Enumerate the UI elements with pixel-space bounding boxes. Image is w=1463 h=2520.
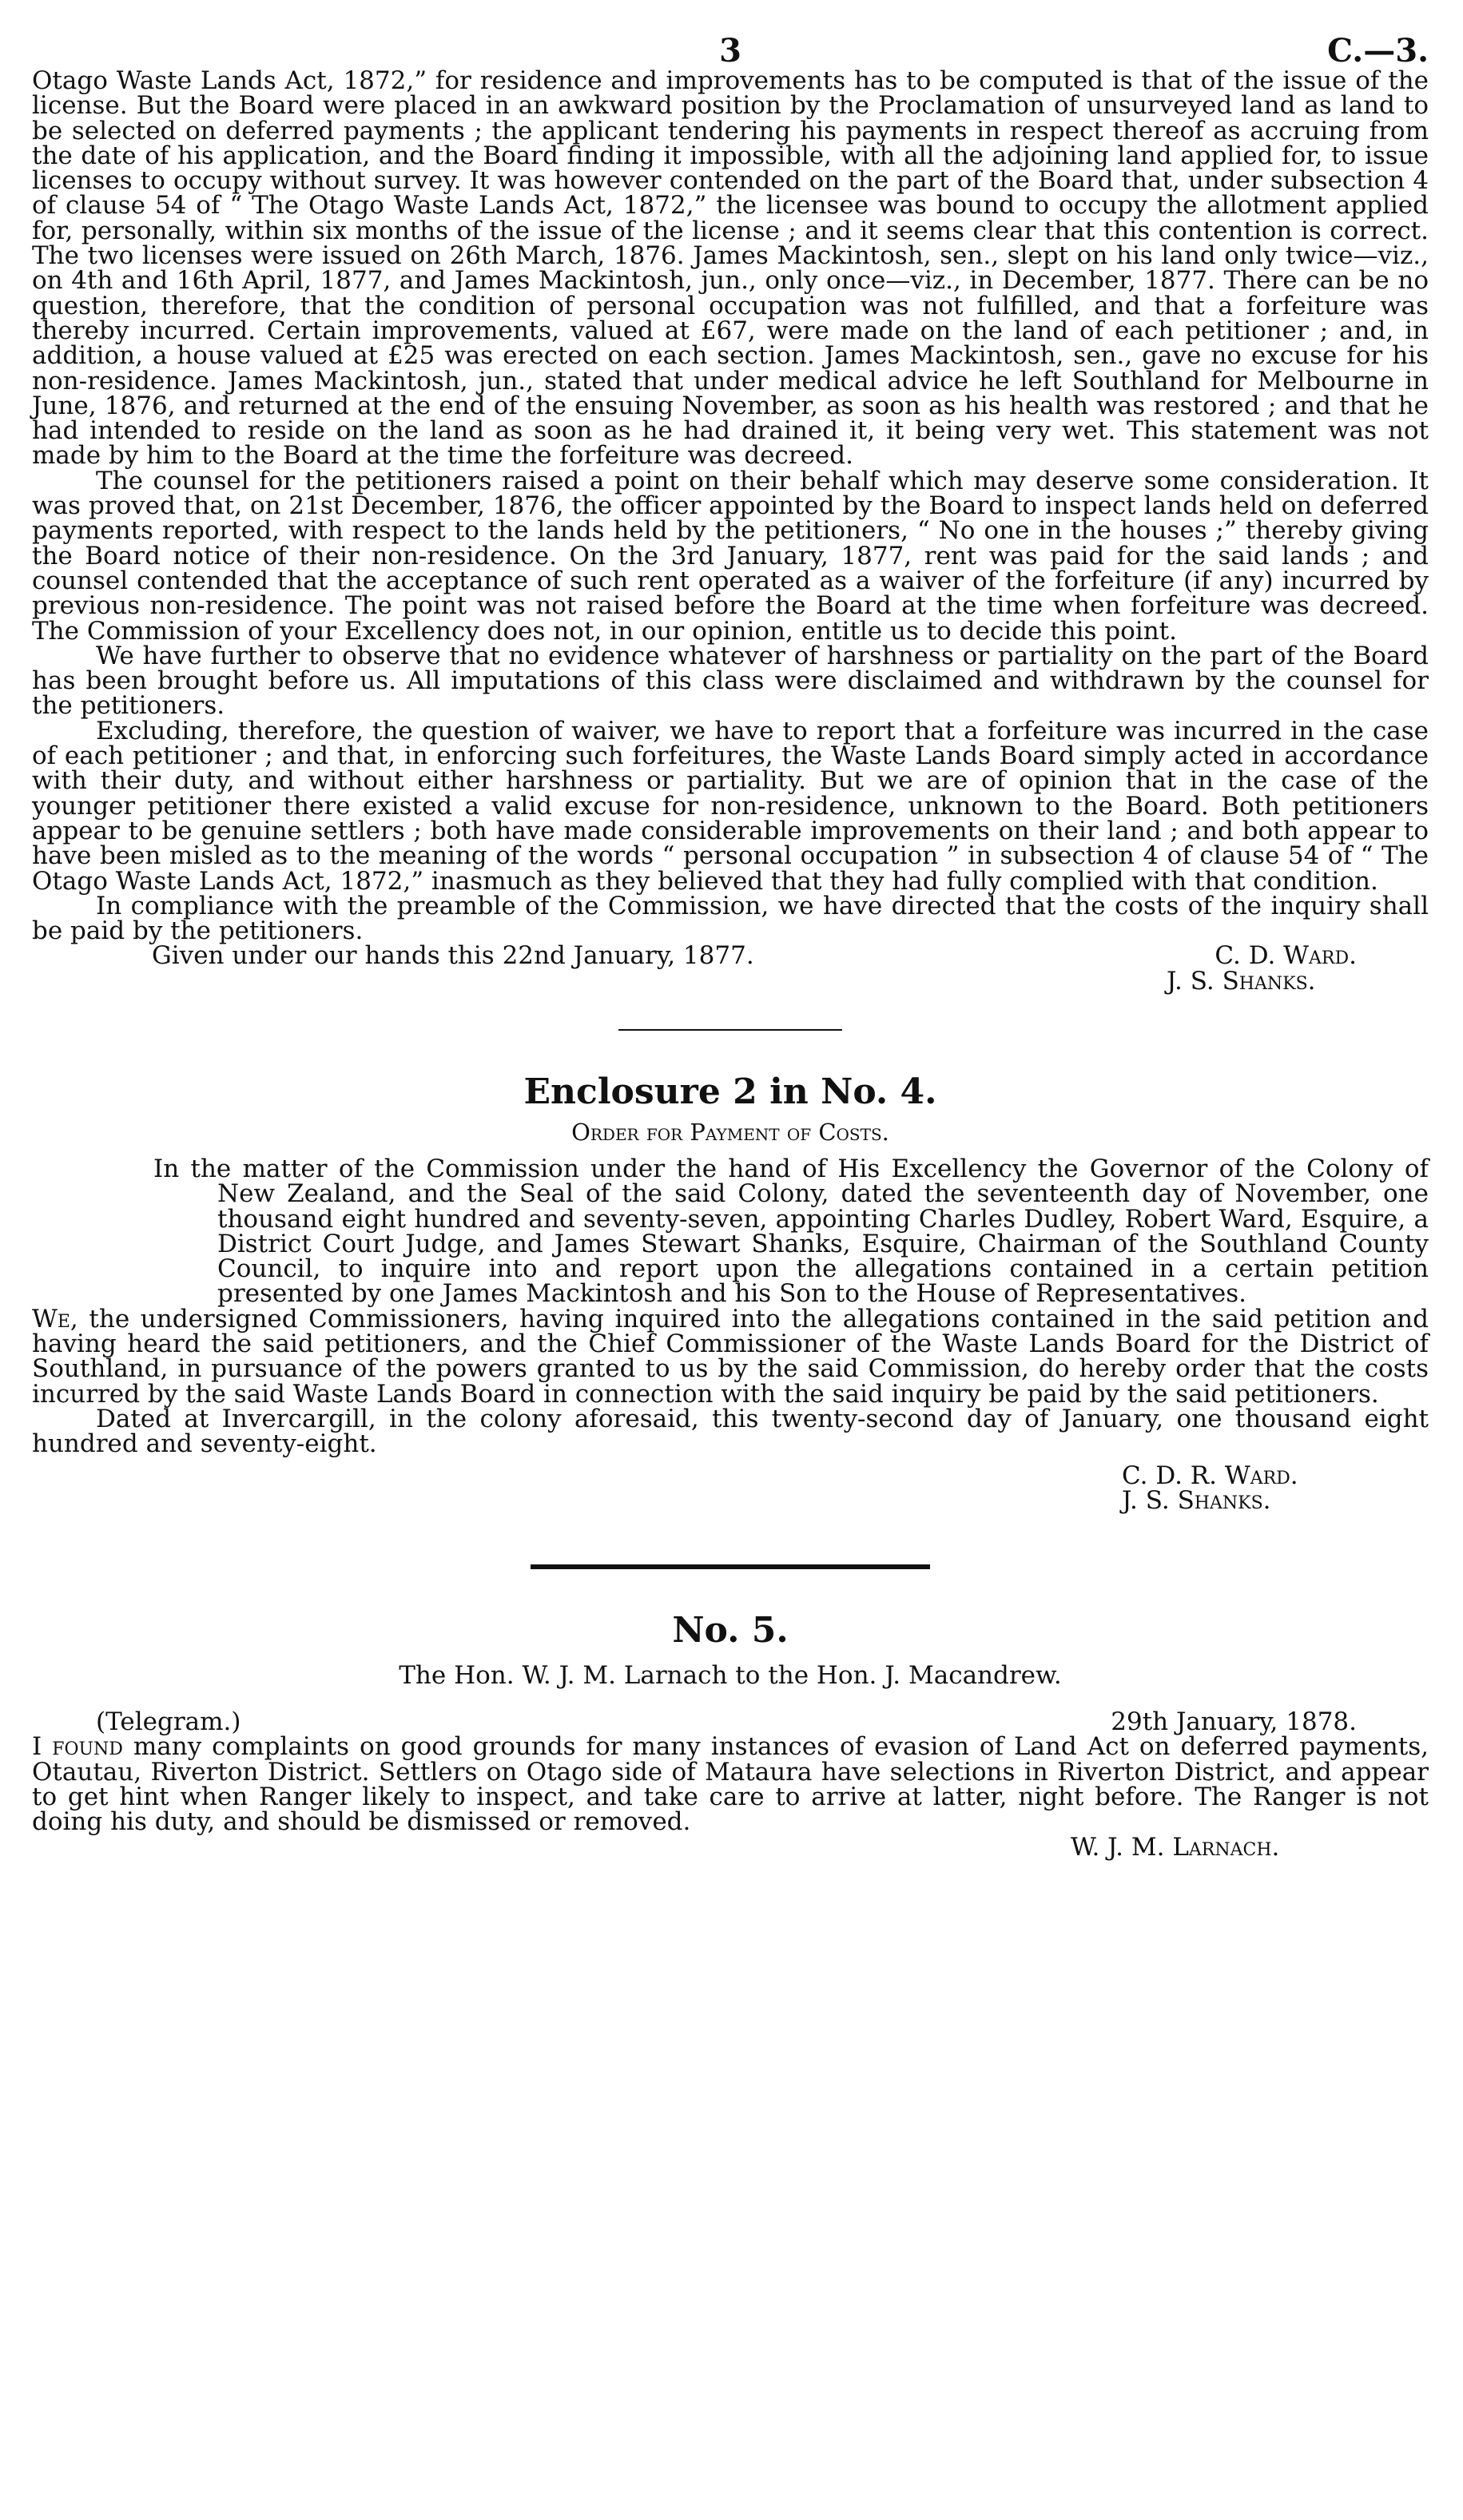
page-number: 3 — [719, 32, 741, 70]
report-paragraph: The counsel for the petitioners raised a point on their behalf which may deserve some consideration. It was proved that, on 21st December, 1876, the officer appointed by the Board to inspect lands held on deferred payments reported, with respect to the lands held by the petitioners, “ No one in the houses ;” thereby giving the Board notice of their non-residence. On the 3rd January, 1877, rent was paid for the said lands ; and counsel contended that the acceptance of such rent operated as a waiver of the forfeiture (if any) incurred by previous non-residence. The point was not raised before the Board at the time when forfeiture was decreed. The Commission of your Excellency does not, in our opinion, entitle us to decide this point. — [32, 466, 1429, 646]
telegram-date: 29th January, 1878. — [1111, 1707, 1357, 1737]
order-lead-word: We, — [32, 1304, 78, 1334]
no5-title: No. 5. — [672, 1610, 789, 1652]
order-paragraph — [32, 1304, 1429, 1409]
report-paragraph: In compliance with the preamble of the Commission, we have directed that the costs of the inquiry shall be paid by the petitioners. — [32, 891, 1429, 946]
signature-shanks: J. S. Shanks. — [1167, 966, 1316, 996]
telegram-lead-word: I found — [32, 1732, 123, 1762]
no5-from-to-text: The Hon. W. J. M. Larnach to the Hon. J. Macandrew. — [399, 1661, 1062, 1691]
signature-ward: C. D. Ward. — [1215, 941, 1357, 971]
telegram-line — [32, 1707, 1429, 1737]
report-paragraph: Otago Waste Lands Act, 1872,” for residence and improvements has to be computed is that of the issue of the license. But the Board were placed in an awkward position by the Proclamation of unsurveyed land as land to be selected on deferred payments ; the applicant tendering his payments in respect thereof as accruing from the date of his application, and the Board finding it impossible, with all the adjoining land applied for, to issue licenses to occupy without survey. It was however contended on the part of the Board that, under subsection 4 of clause 54 of “ The Otago Waste Lands Act, 1872,” the licensee was bound to occupy the allotment applied for, personally, within six months of the issue of the license ; and it seems clear that this contention is correct. The two licenses were issued on 26th March, 1876. James Mackintosh, sen., slept on his land only twice—viz., on 4th and 16th April, 1877, and James Mackintosh, jun., only once—viz., in December, 1877. There can be no question, therefore, that the condition of personal occupation was not fulfilled, and that a forfeiture was thereby incurred. Certain improvements, valued at £67, were made on the land of each petitioner ; and, in addition, a house valued at £25 was erected on each section. James Mackintosh, sen., gave no excuse for his non-residence. James Mackintosh, jun., stated that under medical advice he left Southland for Melbourne in June, 1876, and returned at the end of the ensuing November, as soon as his health was restored ; and that he had intended to reside on the land as soon as he had drained it, it being very wet. This statement was not made by him to the Board at the time the forfeiture was decreed. — [32, 66, 1429, 471]
document-page — [32, 0, 1429, 1860]
no5-section — [32, 1611, 1429, 1860]
dated-paragraph: Dated at Invercargill, in the colony aforesaid, this twenty-second day of January, one thousand eight hundred and seventy-eight. — [32, 1404, 1429, 1459]
signature-shanks-enclosure: J. S. Shanks. — [1122, 1485, 1271, 1515]
report-paragraph: Excluding, therefore, the question of waiver, we have to report that a forfeiture was incurred in the case of each petitioner ; and that, in enforcing such forfeitures, the Waste Lands Board simply acted in accordance with their duty, and without either harshness or partiality. But we are of opinion that in the case of the younger petitioner there existed a valid excuse for non-residence, unknown to the Board. Both petitioners appear to be genuine settlers ; both have made considerable improvements on their land ; and both appear to have been misled as to the meaning of the words “ personal occupation ” in subsection 4 of clause 54 of “ The Otago Waste Lands Act, 1872,” inasmuch as they believed that they had fully complied with that condition. — [32, 716, 1429, 896]
no5-from-to — [32, 1662, 1429, 1689]
enclosure-subtitle: Order for Payment of Costs. — [571, 1118, 889, 1146]
order-text: the undersigned Commissioners, having inquired into the allegations contained in the said petition and having heard the said petitioners, and the Chief Commissioner of the Waste Lands Board for the District of Southland, in pursuance of the powers granted to us by the said Commission, do hereby order that the costs incurred by the said Waste Lands Board in connection with the said inquiry be paid by the said petitioners. — [32, 1304, 1429, 1409]
section-divider-heavy — [531, 1564, 930, 1569]
signature-ward-enclosure: C. D. R. Ward. — [1122, 1461, 1298, 1490]
given-date-text: Given under our hands this 22nd January, 1877. — [152, 941, 754, 971]
in-the-matter-paragraph: In the matter of the Commission under the hand of His Excellency the Governor of the Colony of New Zealand, and the Seal of the said Colony, dated the seventeenth day of November, one thousand eight hundred and seventy-seven, appointing Charles Dudley, Robert Ward, Esquire, a District Court Judge, and James Stewart Shanks, Esquire, Chairman of the Southland County Council, to inquire into and report upon the allegations contained in a certain petition presented by one James Mackintosh and his Son to the House of Representatives. — [153, 1154, 1429, 1309]
report-paragraph: We have further to observe that no evidence whatever of harshness or partiality on the part of the Board has been brought before us. All imputations of this class were disclaimed and withdrawn by the counsel for the petitioners. — [32, 641, 1429, 721]
given-under-hands-line — [32, 941, 1429, 971]
page-header — [32, 0, 1429, 69]
page-reference: C.—3. — [1327, 32, 1429, 70]
signature-larnach: W. J. M. Larnach. — [1071, 1832, 1280, 1862]
telegram-text: many complaints on good grounds for many instances of evasion of Land Act on deferred payments, Otautau, Riverton District. Settlers on Otago side of Mataura have selections in Riverton District, and appear to get hint when Ranger likely to inspect, and take care to arrive at latter, night before. The Ranger is not doing his duty, and should be dismissed or removed. — [32, 1732, 1429, 1837]
telegram-body — [32, 1732, 1429, 1837]
telegram-label: (Telegram.) — [96, 1707, 241, 1737]
section-divider — [618, 1029, 842, 1031]
enclosure-section — [32, 1072, 1429, 1513]
commission-report — [32, 66, 1429, 996]
enclosure-title: Enclosure 2 in No. 4. — [523, 1071, 937, 1112]
